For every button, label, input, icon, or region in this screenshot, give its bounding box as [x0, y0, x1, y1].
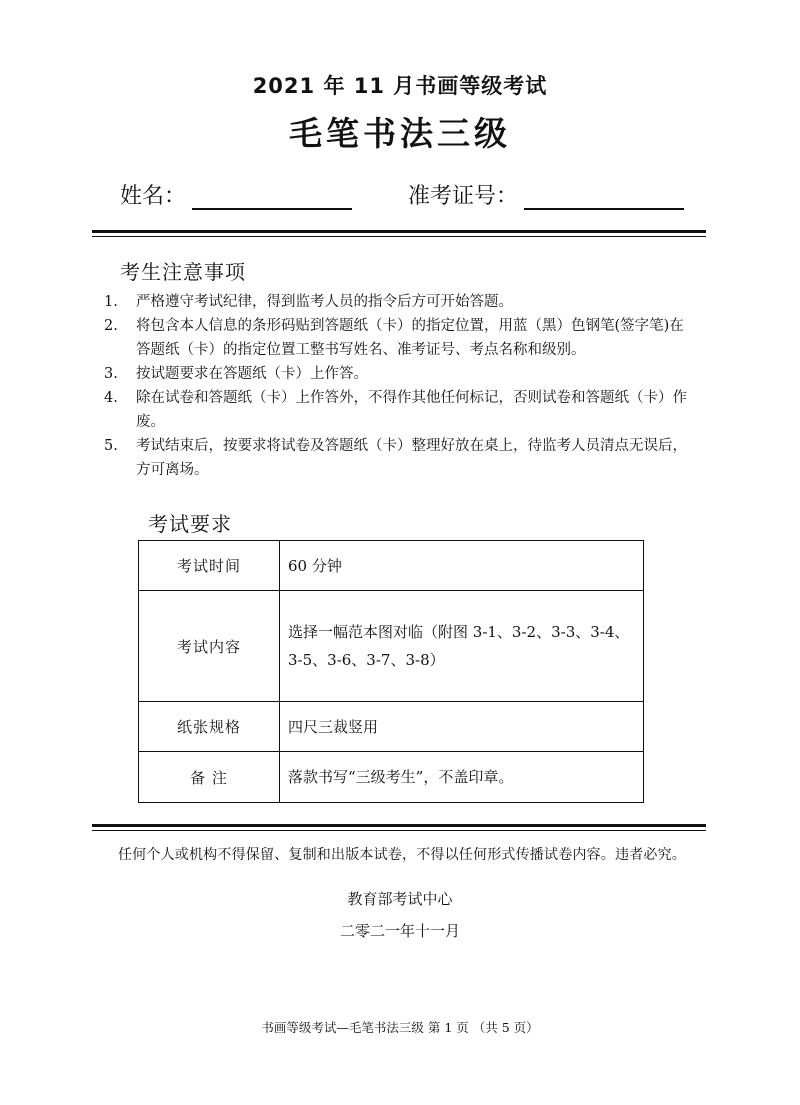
name-blank-line [192, 180, 352, 210]
notice-item [104, 386, 694, 434]
notice-item [104, 290, 694, 314]
table-row [139, 702, 644, 752]
name-label: 姓名： [120, 184, 187, 209]
notice-item-text: 除在试卷和答题纸（卡）上作答外，不得作其他任何标记，否则试卷和答题纸（卡）作废。 [136, 390, 687, 430]
requirements-table [138, 540, 644, 803]
page-footer: 书画等级考试—毛笔书法三级 第 1 页 （共 5 页） [261, 1020, 539, 1035]
notice-item-number: 5. [104, 438, 118, 454]
notice-item-number: 1. [104, 294, 118, 310]
notice-item-text: 严格遵守考试纪律，得到监考人员的指令后方可开始答题。 [136, 294, 513, 310]
requirement-value: 落款书写“三级考生”，不盖印章。 [280, 752, 644, 803]
issue-date: 二零二一年十一月 [339, 922, 460, 940]
notice-item-number: 3. [104, 366, 118, 382]
notice-item-number: 4. [104, 390, 118, 406]
table-row [139, 541, 644, 591]
name-field [120, 176, 352, 210]
bottom-divider [92, 824, 706, 831]
ticket-number-blank-line [524, 180, 684, 210]
requirement-label: 纸张规格 [139, 702, 280, 752]
notice-item-text: 按试题要求在答题纸（卡）上作答。 [136, 366, 368, 382]
exam-subject-title: 毛笔书法三级 [289, 114, 511, 153]
top-divider [92, 230, 706, 237]
exam-title: 2021 年 11 月书画等级考试 [252, 74, 548, 98]
requirement-label: 考试时间 [139, 541, 280, 591]
notice-section-title: 考生注意事项 [120, 260, 246, 284]
notice-item [104, 362, 694, 386]
requirements-section-title: 考试要求 [148, 512, 232, 536]
notice-item [104, 434, 694, 482]
notice-item-number: 2. [104, 318, 118, 334]
notice-item [104, 314, 694, 362]
ticket-number-label: 准考证号： [408, 184, 519, 209]
notice-item-text: 考试结束后，按要求将试卷及答题纸（卡）整理好放在桌上，待监考人员清点无误后，方可离场。 [136, 438, 687, 478]
table-row [139, 752, 644, 803]
notice-list [104, 290, 694, 482]
notice-item-text: 将包含本人信息的条形码贴到答题纸（卡）的指定位置，用蓝（黑）色钢笔(签字笔)在答题纸（卡）的指定位置工整书写姓名、准考证号、考点名称和级别。 [136, 318, 684, 358]
requirement-label: 备 注 [139, 752, 280, 803]
copyright-notice: 任何个人或机构不得保留、复制和出版本试卷，不得以任何形式传播试卷内容。违者必究。 [118, 847, 686, 863]
requirement-label: 考试内容 [139, 591, 280, 702]
issuer-name: 教育部考试中心 [347, 890, 453, 908]
requirement-value: 选择一幅范本图对临（附图 3-1、3-2、3-3、3-4、3-5、3-6、3-7、3-8） [280, 591, 644, 702]
ticket-number-field [408, 176, 684, 210]
requirement-value: 60 分钟 [280, 541, 644, 591]
requirement-value: 四尺三裁竖用 [280, 702, 644, 752]
table-row [139, 591, 644, 702]
